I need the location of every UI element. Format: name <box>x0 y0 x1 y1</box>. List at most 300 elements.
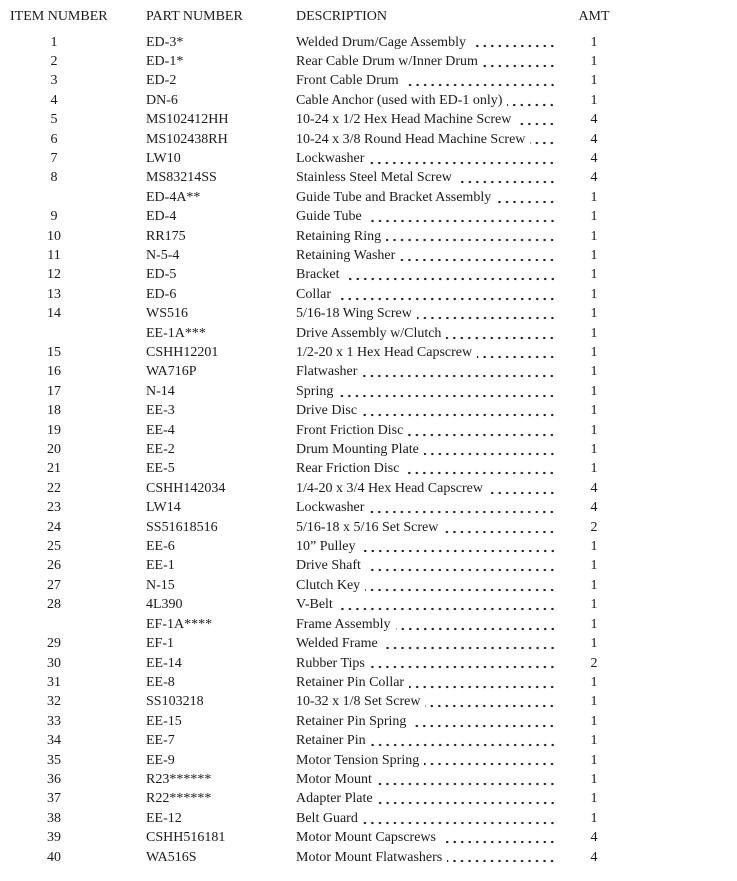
description-cell-wrap <box>296 207 558 226</box>
description-cell-wrap <box>296 33 558 52</box>
part-number-cell: EE-4 <box>146 422 175 438</box>
item-number-cell: 24 <box>47 519 61 535</box>
dot-leader <box>516 110 558 129</box>
table-row <box>0 809 737 828</box>
part-number-cell: EE-14 <box>146 655 182 671</box>
amt-cell: 1 <box>590 810 598 826</box>
part-number-cell: EE-15 <box>146 713 182 729</box>
part-number-cell: WA716P <box>146 364 197 380</box>
dot-leader <box>424 751 558 770</box>
item-number-cell <box>0 615 108 634</box>
part-number-cell: EE-9 <box>146 752 175 768</box>
part-number-cell: CSHH142034 <box>146 480 226 496</box>
dot-leader <box>488 479 558 498</box>
description-cell-wrap <box>296 130 558 149</box>
item-number-cell: 26 <box>47 558 61 574</box>
table-row <box>0 595 737 614</box>
amt-cell: 2 <box>590 655 598 671</box>
description-cell-wrap <box>296 91 558 110</box>
column-header-description: DESCRIPTION <box>296 9 388 24</box>
part-number-cell: N-15 <box>146 577 175 593</box>
table-row <box>0 343 737 362</box>
table-row <box>0 110 737 129</box>
dot-leader <box>371 731 558 750</box>
item-number-cell: 25 <box>47 539 61 555</box>
table-row <box>0 498 737 517</box>
part-number-cell: EE-1 <box>146 558 175 574</box>
item-number-cell: 4 <box>50 92 58 108</box>
table-row <box>0 304 737 323</box>
item-number-cell: 7 <box>50 150 58 166</box>
description-cell-wrap <box>296 188 558 207</box>
dot-leader <box>408 421 558 440</box>
dot-leader <box>483 52 558 71</box>
part-number-cell: EE-6 <box>146 539 175 555</box>
table-row <box>0 207 737 226</box>
amt-cell: 1 <box>590 577 598 593</box>
dot-leader <box>362 362 558 381</box>
description-cell-wrap <box>296 324 558 343</box>
description-cell: 5/16-18 x 5/16 Set Screw <box>296 519 439 535</box>
description-cell: Lockwasher <box>296 150 365 166</box>
description-cell-wrap <box>296 168 558 187</box>
description-cell: 1/4-20 x 3/4 Hex Head Capscrew <box>296 480 484 496</box>
description-cell-wrap <box>296 615 558 634</box>
description-cell: Belt Guard <box>296 810 358 826</box>
description-cell-wrap <box>296 828 558 847</box>
dot-leader <box>378 789 558 808</box>
amt-cell: 4 <box>590 112 598 128</box>
dot-leader <box>404 71 558 90</box>
description-cell-wrap <box>296 343 558 362</box>
part-number-cell: R23****** <box>146 771 212 787</box>
item-number-cell: 14 <box>47 306 61 322</box>
item-number-cell: 27 <box>47 577 61 593</box>
description-cell: Clutch Key <box>296 577 361 593</box>
table-header-row <box>0 10 737 33</box>
amt-cell: 1 <box>590 73 598 89</box>
description-cell: Retainer Pin <box>296 733 366 749</box>
description-cell: Drum Mounting Plate <box>296 442 419 458</box>
description-cell-wrap <box>296 809 558 828</box>
description-cell: Rubber Tips <box>296 655 365 671</box>
dot-leader <box>366 556 558 575</box>
item-number-cell: 8 <box>50 170 58 186</box>
dot-leader <box>362 401 558 420</box>
item-number-cell: 6 <box>50 131 58 147</box>
part-number-cell: ED-2 <box>146 73 177 89</box>
amt-cell: 1 <box>590 539 598 555</box>
description-cell-wrap <box>296 227 558 246</box>
table-row <box>0 401 737 420</box>
table-row <box>0 168 737 187</box>
amt-cell: 1 <box>590 616 598 632</box>
table-row <box>0 828 737 847</box>
description-cell: 1/2-20 x 1 Hex Head Capscrew <box>296 345 473 360</box>
amt-cell: 1 <box>590 636 598 652</box>
amt-cell: 4 <box>590 131 598 147</box>
dot-leader <box>370 654 558 673</box>
item-number-cell: 9 <box>50 209 58 225</box>
dot-leader <box>417 304 558 323</box>
dot-leader <box>443 518 558 537</box>
dot-leader <box>496 188 558 207</box>
table-row <box>0 479 737 498</box>
part-number-cell: ED-5 <box>146 267 177 283</box>
description-cell: Welded Drum/Cage Assembly <box>296 34 466 50</box>
item-number-cell: 15 <box>47 345 61 360</box>
amt-cell: 4 <box>590 849 598 865</box>
table-row <box>0 33 737 52</box>
description-cell: Front Friction Disc <box>296 422 404 438</box>
table-row <box>0 440 737 459</box>
table-row <box>0 91 737 110</box>
dot-leader <box>507 91 558 110</box>
dot-leader <box>377 770 558 789</box>
item-number-cell: 2 <box>50 53 58 69</box>
table-row <box>0 634 737 653</box>
amt-cell: 1 <box>590 461 598 477</box>
part-number-cell: ED-1* <box>146 53 184 69</box>
description-cell-wrap <box>296 712 558 731</box>
part-number-cell: ED-4A** <box>146 189 201 205</box>
description-cell: Front Cable Drum <box>296 73 399 89</box>
item-number-cell: 5 <box>50 112 58 128</box>
description-cell: Drive Assembly w/Clutch <box>296 325 442 341</box>
description-cell: Lockwasher <box>296 500 365 516</box>
part-number-cell: EE-5 <box>146 461 175 477</box>
description-cell-wrap <box>296 576 558 595</box>
dot-leader <box>425 692 558 711</box>
table-row <box>0 751 737 770</box>
description-cell: Cable Anchor (used with ED-1 only) <box>296 92 503 108</box>
description-cell: Retainer Pin Spring <box>296 713 407 729</box>
item-number-cell: 38 <box>47 810 61 826</box>
description-cell-wrap <box>296 789 558 808</box>
amt-cell: 4 <box>590 150 598 166</box>
column-header-description-wrap <box>296 10 558 33</box>
item-number-cell: 17 <box>47 383 61 399</box>
dot-leader <box>409 673 558 692</box>
part-number-cell: WS516 <box>146 306 188 322</box>
item-number-cell: 39 <box>47 830 61 846</box>
part-number-cell: WA516S <box>146 849 197 865</box>
table-body <box>0 33 737 867</box>
description-cell: Stainless Steel Metal Screw <box>296 170 452 186</box>
part-number-cell: MS102438RH <box>146 131 228 147</box>
dot-leader <box>383 634 558 653</box>
part-number-cell: SS51618516 <box>146 519 218 535</box>
dot-leader <box>361 537 559 556</box>
description-cell-wrap <box>296 459 558 478</box>
part-number-cell: EE-3 <box>146 403 175 419</box>
dot-leader <box>457 168 558 187</box>
table-row <box>0 382 737 401</box>
item-number-cell: 28 <box>47 597 61 613</box>
description-cell: Rear Friction Disc <box>296 461 400 477</box>
amt-cell: 1 <box>590 267 598 283</box>
description-cell: Drive Shaft <box>296 558 361 574</box>
dot-leader <box>386 227 558 246</box>
description-cell-wrap <box>296 692 558 711</box>
amt-cell: 1 <box>590 713 598 729</box>
amt-cell: 2 <box>590 519 598 535</box>
part-number-cell: EE-8 <box>146 674 175 690</box>
part-number-cell: EE-2 <box>146 442 175 458</box>
dot-leader <box>345 265 558 284</box>
item-number-cell: 10 <box>47 228 61 244</box>
part-number-cell: CSHH516181 <box>146 830 226 846</box>
table-row <box>0 615 737 634</box>
table-row <box>0 556 737 575</box>
item-number-cell: 34 <box>47 733 61 749</box>
description-cell: 10” Pulley <box>296 539 356 555</box>
amt-cell: 1 <box>590 791 598 807</box>
table-row <box>0 130 737 149</box>
table-row <box>0 654 737 673</box>
description-cell-wrap <box>296 556 558 575</box>
part-number-cell: EF-1 <box>146 636 174 652</box>
description-cell-wrap <box>296 285 558 304</box>
part-number-cell: ED-4 <box>146 209 177 225</box>
description-cell-wrap <box>296 110 558 129</box>
item-number-cell: 33 <box>47 713 61 729</box>
amt-cell: 4 <box>590 170 598 186</box>
table-row <box>0 149 737 168</box>
item-number-cell: 35 <box>47 752 61 768</box>
amt-cell: 1 <box>590 364 598 380</box>
amt-cell: 1 <box>590 674 598 690</box>
description-cell: V-Belt <box>296 597 333 613</box>
description-cell: Motor Mount <box>296 771 372 787</box>
part-number-cell: N-14 <box>146 383 175 399</box>
description-cell-wrap <box>296 479 558 498</box>
description-cell-wrap <box>296 770 558 789</box>
dot-leader <box>365 576 558 595</box>
item-number-cell: 40 <box>47 849 61 865</box>
item-number-cell: 22 <box>47 480 61 496</box>
table-row <box>0 246 737 265</box>
part-number-cell: EE-1A*** <box>146 325 206 341</box>
description-cell: Motor Mount Capscrews <box>296 830 436 846</box>
description-cell-wrap <box>296 634 558 653</box>
description-cell: 10-24 x 1/2 Hex Head Machine Screw <box>296 112 512 128</box>
description-cell: 10-32 x 1/8 Set Screw <box>296 694 421 710</box>
column-header-item-number: ITEM NUMBER <box>10 9 108 24</box>
dot-leader <box>530 130 558 149</box>
table-row <box>0 459 737 478</box>
description-cell-wrap <box>296 149 558 168</box>
item-number-cell <box>0 188 108 207</box>
dot-leader <box>441 828 558 847</box>
description-cell-wrap <box>296 848 558 867</box>
description-cell-wrap <box>296 421 558 440</box>
part-number-cell: N-5-4 <box>146 247 180 263</box>
amt-cell: 1 <box>590 733 598 749</box>
part-number-cell: EE-12 <box>146 810 182 826</box>
amt-cell: 1 <box>590 92 598 108</box>
table-row <box>0 770 737 789</box>
amt-cell: 1 <box>590 189 598 205</box>
description-cell: Flatwasher <box>296 364 358 380</box>
item-number-cell: 1 <box>50 34 58 50</box>
part-number-cell: MS83214SS <box>146 170 217 186</box>
amt-cell: 1 <box>590 34 598 50</box>
description-cell: Collar <box>296 286 331 302</box>
description-cell-wrap <box>296 401 558 420</box>
description-cell-wrap <box>296 518 558 537</box>
dot-leader <box>367 207 558 226</box>
item-number-cell <box>0 324 108 343</box>
item-number-cell: 32 <box>47 694 61 710</box>
dot-leader <box>447 848 558 867</box>
table-row <box>0 731 737 750</box>
part-number-cell: CSHH12201 <box>146 345 219 360</box>
description-cell: Bracket <box>296 267 340 283</box>
description-cell: Welded Frame <box>296 636 378 652</box>
description-cell: Spring <box>296 383 334 399</box>
item-number-cell: 3 <box>50 73 58 89</box>
dot-leader <box>446 324 558 343</box>
table-row <box>0 518 737 537</box>
table-row <box>0 265 737 284</box>
amt-cell: 1 <box>590 286 598 302</box>
item-number-cell: 20 <box>47 442 61 458</box>
part-number-cell: EE-7 <box>146 733 175 749</box>
table-row <box>0 362 737 381</box>
part-number-cell: R22****** <box>146 791 212 807</box>
part-number-cell: EF-1A**** <box>146 616 213 632</box>
item-number-cell: 12 <box>47 267 61 283</box>
dot-leader <box>411 712 558 731</box>
amt-cell: 1 <box>590 325 598 341</box>
description-cell: Guide Tube <box>296 209 362 225</box>
table-row <box>0 576 737 595</box>
amt-cell: 1 <box>590 771 598 787</box>
amt-cell: 1 <box>590 306 598 322</box>
dot-leader <box>336 285 558 304</box>
table-row <box>0 421 737 440</box>
amt-cell: 1 <box>590 422 598 438</box>
table-row <box>0 188 737 207</box>
amt-cell: 1 <box>590 228 598 244</box>
description-cell: Retaining Ring <box>296 228 382 244</box>
dot-leader <box>369 498 558 517</box>
dot-leader <box>424 440 558 459</box>
item-number-cell: 19 <box>47 422 61 438</box>
amt-cell: 1 <box>590 383 598 399</box>
description-cell-wrap <box>296 382 558 401</box>
description-cell-wrap <box>296 362 558 381</box>
table-row <box>0 712 737 731</box>
description-cell-wrap <box>296 304 558 323</box>
dot-leader <box>471 33 558 52</box>
description-cell-wrap <box>296 71 558 90</box>
item-number-cell: 16 <box>47 364 61 380</box>
table-row <box>0 673 737 692</box>
item-number-cell: 13 <box>47 286 61 302</box>
table-row <box>0 789 737 808</box>
item-number-cell: 18 <box>47 403 61 419</box>
description-cell-wrap <box>296 498 558 517</box>
dot-leader <box>477 343 558 362</box>
item-number-cell: 30 <box>47 655 61 671</box>
description-cell: 10-24 x 3/8 Round Head Machine Screw <box>296 131 526 147</box>
table-row <box>0 692 737 711</box>
amt-cell: 1 <box>590 247 598 263</box>
dot-leader <box>404 459 558 478</box>
description-cell: Adapter Plate <box>296 791 373 807</box>
dot-leader <box>338 382 558 401</box>
description-cell: Retaining Washer <box>296 247 396 263</box>
table-row <box>0 848 737 867</box>
part-number-cell: 4L390 <box>146 597 183 613</box>
amt-cell: 4 <box>590 500 598 516</box>
item-number-cell: 31 <box>47 674 61 690</box>
amt-cell: 4 <box>590 830 598 846</box>
description-cell: Rear Cable Drum w/Inner Drum <box>296 53 478 69</box>
amt-cell: 1 <box>590 597 598 613</box>
amt-cell: 1 <box>590 558 598 574</box>
dot-leader <box>369 149 558 168</box>
amt-cell: 1 <box>590 694 598 710</box>
part-number-cell: ED-3* <box>146 34 184 50</box>
amt-cell: 1 <box>590 345 598 360</box>
description-cell: Motor Mount Flatwashers <box>296 849 443 865</box>
column-header-part-number: PART NUMBER <box>146 9 243 24</box>
amt-cell: 1 <box>590 403 598 419</box>
description-cell-wrap <box>296 246 558 265</box>
table-row <box>0 285 737 304</box>
description-cell: Guide Tube and Bracket Assembly <box>296 189 492 205</box>
part-number-cell: LW14 <box>146 500 181 516</box>
description-cell-wrap <box>296 52 558 71</box>
amt-cell: 4 <box>590 480 598 496</box>
description-cell: Motor Tension Spring <box>296 752 420 768</box>
part-number-cell: DN-6 <box>146 92 178 108</box>
part-number-cell: SS103218 <box>146 694 204 710</box>
table-row <box>0 227 737 246</box>
description-cell: 5/16-18 Wing Screw <box>296 306 412 322</box>
part-number-cell: RR175 <box>146 228 186 244</box>
description-cell: Frame Assembly <box>296 616 391 632</box>
description-cell-wrap <box>296 654 558 673</box>
dot-leader <box>338 595 558 614</box>
description-cell: Drive Disc <box>296 403 358 419</box>
part-number-cell: ED-6 <box>146 286 177 302</box>
description-cell-wrap <box>296 751 558 770</box>
item-number-cell: 21 <box>47 461 61 477</box>
table-row <box>0 324 737 343</box>
dot-leader <box>400 246 558 265</box>
table-row <box>0 71 737 90</box>
part-number-cell: LW10 <box>146 150 181 166</box>
amt-cell: 1 <box>590 53 598 69</box>
item-number-cell: 23 <box>47 500 61 516</box>
item-number-cell: 29 <box>47 636 61 652</box>
description-cell-wrap <box>296 673 558 692</box>
description-cell-wrap <box>296 440 558 459</box>
amt-cell: 1 <box>590 209 598 225</box>
column-header-amt: AMT <box>578 9 610 24</box>
table-row <box>0 52 737 71</box>
amt-cell: 1 <box>590 752 598 768</box>
description-cell-wrap <box>296 265 558 284</box>
item-number-cell: 36 <box>47 771 61 787</box>
item-number-cell: 11 <box>47 247 61 263</box>
description-cell-wrap <box>296 537 558 556</box>
item-number-cell: 37 <box>47 791 61 807</box>
